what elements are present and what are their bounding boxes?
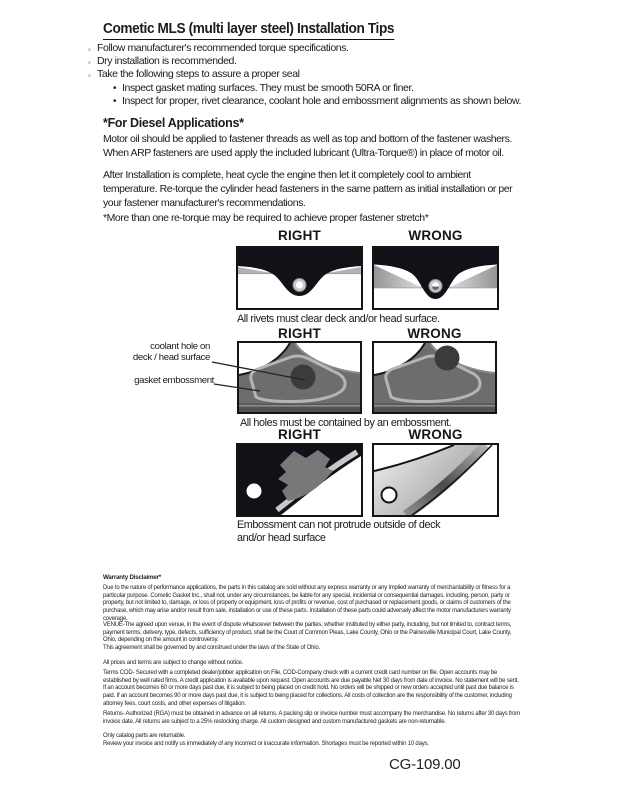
installation-tips-list <box>88 42 528 108</box>
disclaimer-paragraph: Returns- Authorized (RGA) must be obtained in advance on all returns. A packing slip or invoice number must accompany the merchandise. No returns after 30 days from invoice date. All returns are subject to a 25% restocking charge. All custom designed and custom manufactured gaskets are non-returnable. <box>103 711 521 725</box>
diesel-applications-heading: *For Diesel Applications* <box>103 116 244 130</box>
disclaimer-paragraph: All prices and terms are subject to change without notice. <box>103 660 244 666</box>
list-item <box>113 82 528 95</box>
right-label: RIGHT <box>278 326 321 341</box>
protrusion-right-diagram <box>236 443 363 517</box>
tip-text: Inspect gasket mating surfaces. They must be smooth 50RA or finer. <box>122 81 414 94</box>
disclaimer-paragraph: Only catalog parts are returnable. Review your invoice and notify us immediately of any incorrect or inaccurate information. Shortages must be reported within 10 days. <box>103 733 429 747</box>
tip-text: Follow manufacturer's recommended torque specifications. <box>97 42 349 54</box>
hole-containment-wrong-diagram <box>372 341 497 414</box>
circle-bullet-icon: ◦ <box>88 45 91 54</box>
disclaimer-paragraph: Due to the nature of performance applications, the parts in this catalog are sold without any express warranty or any implied warranty of merchantability or fitness for a particular purpose. Cometic Gasket Inc., shall not, under any circumstances, be liable for any special, incidental or consequential damages, including, person, party or property, but not limited to, damage, or loss of property or equipment, loss of profits or revenue, cost of purchased or replacement goods, or claims of customers of the purchase, which may arise and/or result from sale, installation or use of these parts. Installation of these parts could adversely affect the motor manufacturers warranty coverage. <box>103 585 511 622</box>
list-item <box>88 42 528 55</box>
rivet-clearance-right-diagram <box>236 246 363 310</box>
disclaimer-paragraph: VENUE-The agreed upon venue, in the event of dispute whatsoever between the parties, whether instituted by either party, including, but not limited to, contract terms, payment terms, delivery, type, defects, sufficiency of product, shall be the Court of Common Pleas, Lake County, Ohio or the Painesville Municipal Court, Lake County, Ohio, depending on the amount in controversy. <box>103 622 512 644</box>
circle-bullet-icon: ◦ <box>88 58 91 68</box>
list-item <box>88 68 528 81</box>
diesel-paragraph-1: Motor oil should be applied to fastener threads as well as top and bottom of the fastener washers. When ARP fasteners are used apply the included lubricant (Ultra-Torque®) in place of motor oil. <box>103 133 512 159</box>
diagram1-caption: All rivets must clear deck and/or head surface. <box>237 313 440 325</box>
list-item <box>88 55 528 68</box>
dot-bullet-icon: • <box>113 95 117 107</box>
right-label: RIGHT <box>278 228 321 243</box>
dot-bullet-icon: • <box>113 82 117 94</box>
rivet-clearance-wrong-diagram <box>372 246 499 310</box>
protrusion-wrong-graphic <box>374 445 497 515</box>
tip-text: Take the following steps to assure a proper seal <box>97 68 300 81</box>
diesel-paragraph-2: After Installation is complete, heat cycle the engine then let it completely cool to ambient temperature. Re-torque the cylinder head fasteners in the same pattern as initial installation or per your fastener manufacturer's recommendations. <box>103 169 513 209</box>
wrong-label: WRONG <box>408 228 463 243</box>
warranty-disclaimer-heading: Warranty Disclaimer* <box>103 574 162 581</box>
disclaimer-paragraph: This agreement shall be governed by and construed under the laws of the State of Ohio. <box>103 645 320 651</box>
coolant-hole-annotation: coolant hole on deck / head surface <box>132 341 210 363</box>
wrong-label: WRONG <box>407 326 462 341</box>
circle-bullet-icon: ◦ <box>88 71 91 81</box>
hole-wrong-graphic <box>374 343 495 412</box>
page-number: CG-109.00 <box>389 756 461 773</box>
protrusion-wrong-diagram <box>372 443 499 517</box>
rivet-right-graphic <box>238 248 361 308</box>
right-label: RIGHT <box>278 427 321 442</box>
gasket-embossment-annotation: gasket embossment <box>134 375 214 386</box>
page-title: Cometic MLS (multi layer steel) Installation Tips <box>103 21 394 40</box>
rivet-wrong-graphic <box>374 248 497 308</box>
protrusion-right-graphic <box>238 445 361 515</box>
wrong-label: WRONG <box>408 427 463 442</box>
tip-text: Dry installation is recommended. <box>97 55 237 68</box>
diagram3-caption: Embossment can not protrude outside of deck and/or head surface <box>237 519 441 544</box>
leader-lines <box>208 340 312 400</box>
retorque-note: *More than one re-torque may be required to achieve proper fastener stretch* <box>103 212 429 224</box>
disclaimer-paragraph: Terms COD- Secured with a completed dealer/jobber application on File, COD-Company check with a current credit card number on file. Open accounts may be established by well rated firms. A credit application is available upon request. Open accounts are due payable Net 30 days from date of invoice. No statement will be sent. If an account becomes 60 or more days past due, it is subject to being placed on credit hold. No orders will be shipped or new orders accepted until past due balance is paid. If an account becomes 90 or more days past due, it is subject to being placed for collections. All costs of collection are the responsibility of the customer, including attorney fees, court costs, and other expenses of litigation. <box>103 670 519 707</box>
diagram2-caption: All holes must be contained by an embossment. <box>240 417 452 429</box>
tip-text: Inspect for proper, rivet clearance, coolant hole and embossment alignments as shown below. <box>122 94 522 107</box>
list-item <box>113 95 528 108</box>
